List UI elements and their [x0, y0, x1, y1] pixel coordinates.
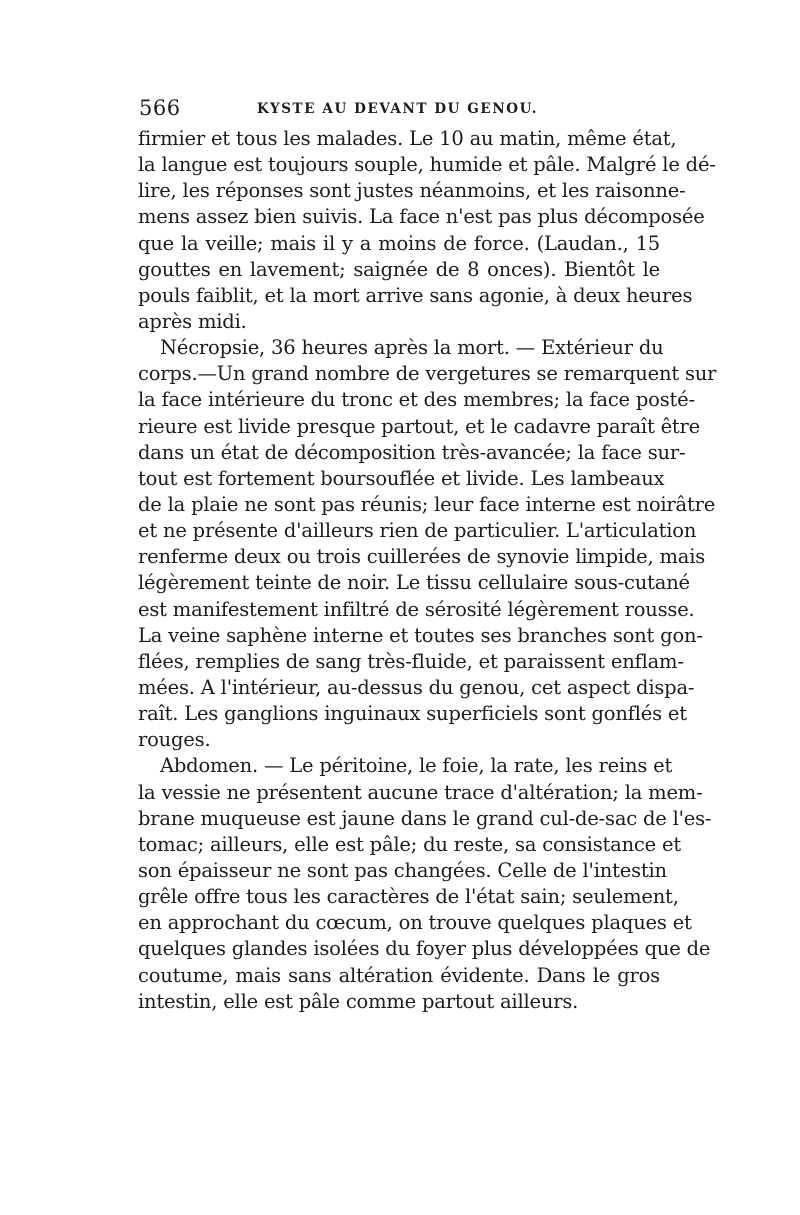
text-line: firmier et tous les malades. Le 10 au matin, même état,: [138, 127, 677, 150]
text-line: brane muqueuse est jaune dans le grand cul-de-sac de l'es-: [138, 806, 712, 830]
page-header: [139, 96, 659, 126]
text-line: dans un état de décomposition très-avancée; la face sur-: [138, 440, 686, 464]
paragraph-end-line: intestin, elle est pâle comme partout ailleurs.: [138, 989, 579, 1013]
page-number: 566: [139, 96, 181, 120]
paragraph-start-line: Nécropsie, 36 heures après la mort. — Extérieur du: [160, 336, 664, 360]
text-line: que la veille; mais il y a moins de force. (Laudan., 15: [138, 231, 660, 255]
text-line: quelques glandes isolées du foyer plus développées que de: [138, 937, 711, 961]
text-line: et ne présente d'ailleurs rien de particulier. L'articulation: [138, 519, 697, 543]
text-line: de la plaie ne sont pas réunis; leur face interne est noirâtre: [138, 492, 716, 516]
paragraph-end-line: rouges.: [138, 728, 211, 752]
text-line: gouttes en lavement; saignée de 8 onces). Bientôt le: [138, 257, 660, 281]
text-line: corps.—Un grand nombre de vergetures se remarquent sur: [138, 362, 717, 386]
text-line: légèrement teinte de noir. Le tissu cellulaire sous-cutané: [138, 571, 690, 595]
text-line: pouls faiblit, et la mort arrive sans agonie, à deux heures: [138, 283, 693, 307]
body-text: [138, 126, 717, 1015]
text-line: mées. A l'intérieur, au-dessus du genou, cet aspect dispa-: [138, 675, 695, 699]
text-line: tout est fortement boursouflée et livide. Les lambeaux: [138, 466, 665, 490]
text-line: mens assez bien suivis. La face n'est pas plus décomposée: [138, 205, 705, 229]
text-line: raît. Les ganglions inguinaux superficiels sont gonflés et: [138, 702, 687, 726]
paragraph-start-line: Abdomen. — Le péritoine, le foie, la rate, les reins et: [160, 754, 673, 778]
text-line: renferme deux ou trois cuillerées de synovie limpide, mais: [138, 545, 706, 569]
text-line: son épaisseur ne sont pas changées. Celle de l'intestin: [138, 858, 667, 882]
text-line: lire, les réponses sont justes néanmoins, et les raisonne-: [138, 179, 686, 203]
text-line: La veine saphène interne et toutes ses branches sont gon-: [138, 623, 703, 647]
text-line: flées, remplies de sang très-fluide, et paraissent enflam-: [138, 649, 684, 673]
text-line: en approchant du cœcum, on trouve quelques plaques et: [138, 911, 692, 935]
text-line: tomac; ailleurs, elle est pâle; du reste, sa consistance et: [138, 832, 681, 856]
text-line: grêle offre tous les caractères de l'état sain; seulement,: [138, 885, 679, 909]
text-line: la vessie ne présentent aucune trace d'altération; la mem-: [138, 780, 703, 804]
text-line: la langue est toujours souple, humide et pâle. Malgré le dé-: [138, 153, 716, 177]
text-line: est manifestement infiltré de sérosité légèrement rousse.: [138, 597, 695, 621]
paragraph-end-line: après midi.: [138, 309, 247, 333]
running-head: KYSTE AU DEVANT DU GENOU.: [257, 101, 539, 117]
text-line: coutume, mais sans altération évidente. Dans le gros: [138, 963, 660, 987]
text-line: rieure est livide presque partout, et le cadavre paraît être: [138, 414, 701, 438]
text-line: la face intérieure du tronc et des membres; la face posté-: [138, 388, 695, 412]
